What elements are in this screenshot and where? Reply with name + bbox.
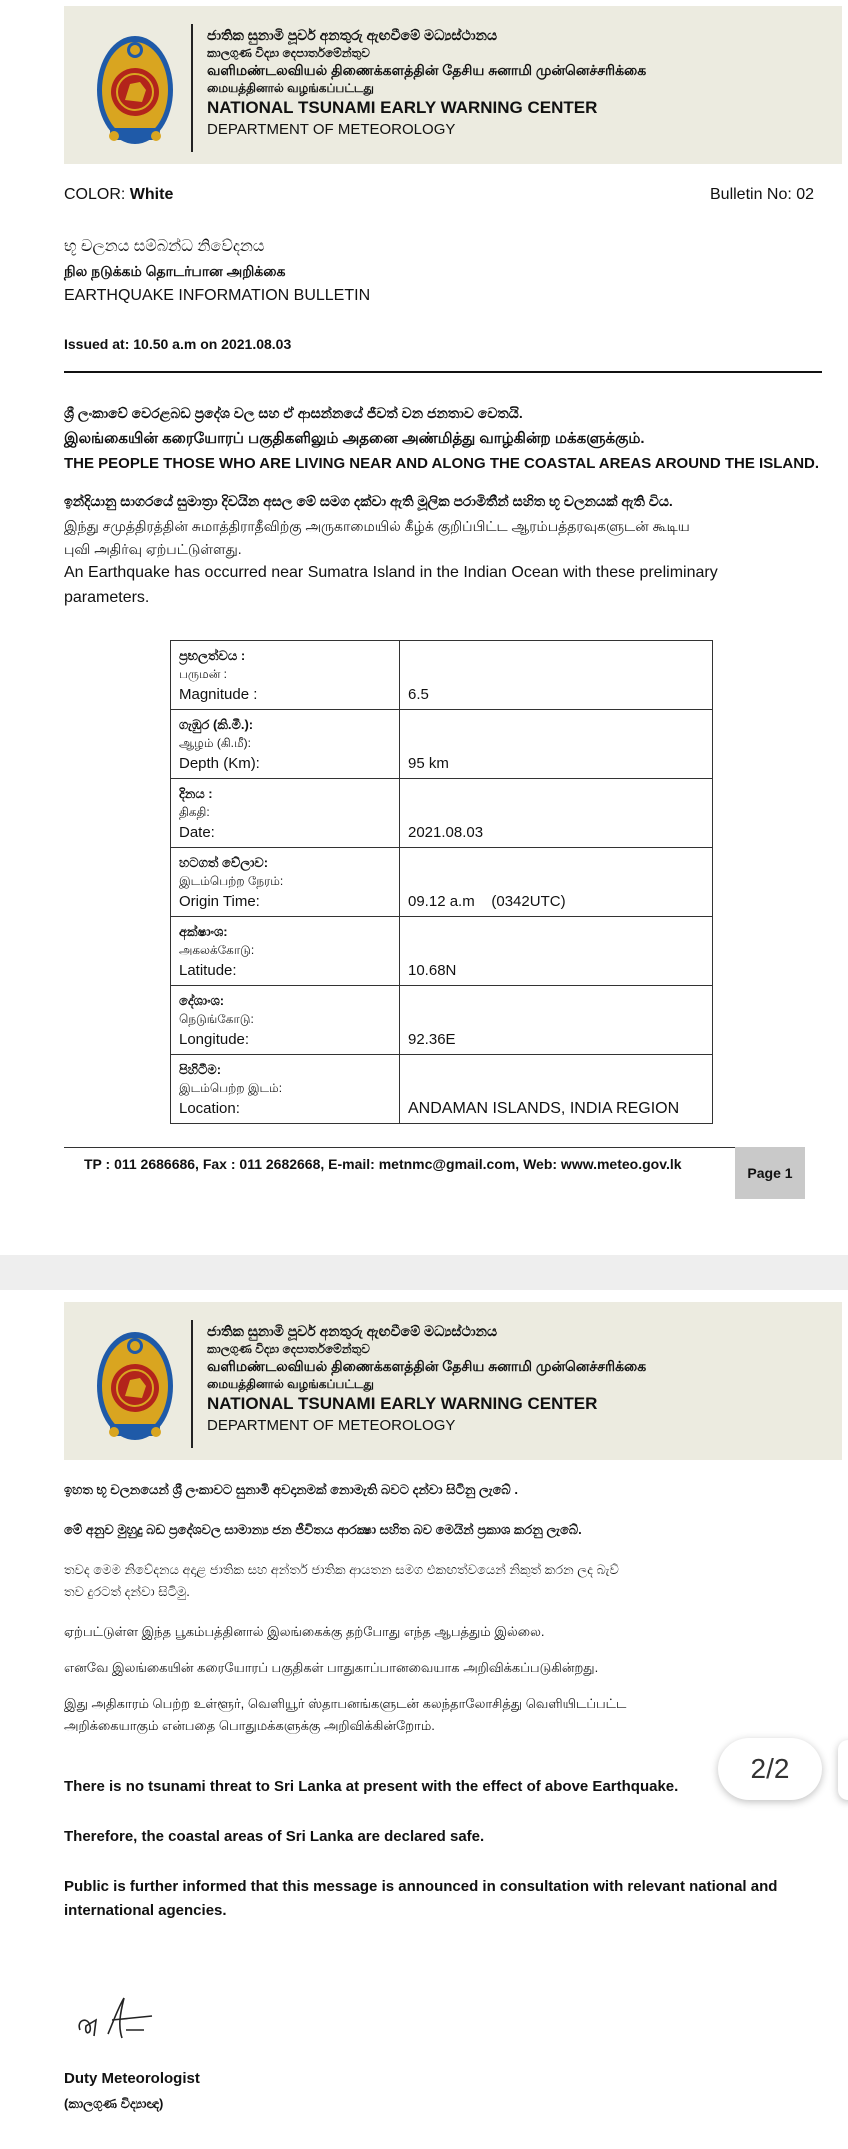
param-label-ta: இடம்பெற்ற நேரம்: — [179, 874, 284, 888]
intro-ta-2: புவி அதிர்வு ஏற்பட்டுள்ளது. — [64, 541, 242, 557]
signer-title: Duty Meteorologist — [64, 2070, 200, 2087]
page2-si-3a: තවද මෙම නිවේදනය අදාළ ජාතික සහ අන්තර් ජාතික ආයතන සමග එකඟත්වයෙන් නිකුත් කරන ලද බැව් — [64, 1562, 619, 1577]
viewer-edge-handle[interactable] — [838, 1740, 848, 1800]
param-value: 6.5 — [400, 641, 713, 710]
param-label — [171, 779, 400, 848]
page2-ta-3b: அறிக்கையாகும் என்பதை பொதுமக்களுக்கு அறிவிக்கின்றோம். — [64, 1718, 435, 1733]
header-line-ta-2: மையத்தினால் வழங்கப்பட்டது — [207, 1377, 374, 1391]
header-line-en: NATIONAL TSUNAMI EARLY WARNING CENTER — [207, 98, 598, 117]
param-label-si: ගැඹුර (කි.මී.): — [179, 717, 254, 732]
table-row — [171, 1055, 713, 1124]
param-label-ta: இடம்பெற்ற இடம்: — [179, 1081, 283, 1095]
param-value: 92.36E — [400, 986, 713, 1055]
page2-ta-3a: இது அதிகாரம் பெற்ற உள்ளூர், வெளியூர் ஸ்தாபனங்களுடன் கலந்தாலோசித்து வெளியிடப்பட்ட — [64, 1696, 627, 1711]
param-value: ANDAMAN ISLANDS, INDIA REGION — [400, 1055, 713, 1124]
issued-at — [64, 336, 291, 352]
param-label-si: දේශාංශ: — [179, 993, 225, 1008]
param-label-si: ප්‍රභලත්වය : — [179, 648, 246, 663]
color-label: COLOR: — [64, 186, 126, 203]
page2-en-1: There is no tsunami threat to Sri Lanka at present with the effect of above Earthquake. — [64, 1778, 679, 1795]
audience-si: ශ්‍රී ලංකාවේ වෙරළබඩ ප්‍රදේශ වල සහ ඒ ආසන්නයේ ජීවත් වන ජනතාව වෙතයි. — [64, 405, 523, 421]
signer-subtitle: (කාලගුණ විද්‍යාඥ) — [64, 2096, 164, 2111]
page2-en-2: Therefore, the coastal areas of Sri Lanka are declared safe. — [64, 1828, 485, 1845]
earthquake-parameters-table — [170, 640, 713, 1124]
param-value: 95 km — [400, 710, 713, 779]
intro-ta-1: இந்து சமுத்திரத்தின் சுமாத்திராதீவிற்கு அருகாமையில் கீழ்க் குறிப்பிட்ட ஆரம்பத்தரவுகளுடன் கூடிய — [64, 518, 690, 534]
page-gap — [0, 1255, 848, 1290]
param-label — [171, 710, 400, 779]
header-line-en: NATIONAL TSUNAMI EARLY WARNING CENTER — [207, 1394, 598, 1413]
param-label — [171, 917, 400, 986]
param-label-ta: நெடுங்கோடு: — [179, 1012, 254, 1026]
param-label — [171, 641, 400, 710]
color-indicator — [64, 186, 173, 204]
header-line-si: ජාතික සුනාමි පූර්ව අනතුරු ඇඟවීමේ මධ්‍යස්ථානය — [207, 1323, 498, 1339]
footer-rule — [64, 1147, 735, 1148]
issued-value: 10.50 a.m on 2021.08.03 — [133, 336, 292, 352]
param-label-si: පිහිටීම: — [179, 1062, 222, 1077]
title-ta: நில நடுக்கம் தொடர்பான அறிக்கை — [64, 263, 286, 279]
signature-icon — [74, 1990, 184, 2050]
header-line-si: ජාතික සුනාමි පූර්ව අනතුරු ඇඟවීමේ මධ්‍යස්ථානය — [207, 27, 498, 43]
param-label-ta: பருமன் : — [179, 667, 228, 681]
audience-ta: இலங்கையின் கரையோரப் பகுதிகளிலும் அதனை அண்மித்து வாழ்கின்ற மக்களுக்கும். — [64, 430, 645, 447]
param-label-si: අක්ෂාංශ: — [179, 924, 228, 939]
param-label — [171, 1055, 400, 1124]
intro-en-1: An Earthquake has occurred near Sumatra Island in the Indian Ocean with these preliminary — [64, 564, 718, 581]
page2-si-1: ඉහත භූ චලනයෙන් ශ්‍රී ලංකාවට සුනාමි අවදානමක් නොමැති බවට දන්වා සිටිනු ලැබේ . — [64, 1482, 518, 1497]
param-label — [171, 986, 400, 1055]
param-value: 10.68N — [400, 917, 713, 986]
letterhead — [64, 6, 842, 164]
sri-lanka-emblem-icon — [94, 32, 176, 150]
page-indicator[interactable]: 2/2 — [718, 1738, 822, 1800]
table-row — [171, 779, 713, 848]
page2-si-2: මේ අනුව මුහුදු බඩ ප්‍රදේශවල සාමාන්‍ය ජන ජීවිතය ආරක්‍ෂා සහිත බව මෙයින් ප්‍රකාශ කරනු ලැබේ. — [64, 1522, 582, 1537]
param-value: 09.12 a.m (0342UTC) — [400, 848, 713, 917]
bulletin-page-2 — [0, 1290, 848, 2149]
header-line-si-dept: කාලගුණ විද්‍යා දෙපාර්තමේන්තුව — [207, 46, 370, 60]
header-line-ta: வளிமண்டலவியல் திணைக்களத்தின் தேசிய சுனாமி முன்னெச்சரிக்கை — [207, 62, 647, 78]
page-number-box: Page 1 — [735, 1147, 805, 1199]
bulletin-number: Bulletin No: 02 — [710, 186, 815, 203]
param-label-en: Latitude: — [179, 962, 237, 979]
header-divider — [191, 1320, 193, 1448]
param-label-ta: அகலக்கோடு: — [179, 943, 255, 957]
color-value: White — [129, 186, 174, 203]
table-row — [171, 986, 713, 1055]
table-row — [171, 848, 713, 917]
header-line-ta: வளிமண்டலவியல் திணைக்களத்தின் தேசிய சுனாமி முன்னெச்சரிக்கை — [207, 1358, 647, 1374]
divider-rule — [64, 371, 822, 373]
title-en: EARTHQUAKE INFORMATION BULLETIN — [64, 287, 371, 304]
table-row — [171, 641, 713, 710]
intro-en-2: parameters. — [64, 589, 150, 606]
header-line-dept: DEPARTMENT OF METEOROLOGY — [207, 1417, 456, 1434]
table-row — [171, 710, 713, 779]
param-value: 2021.08.03 — [400, 779, 713, 848]
issued-label: Issued at: — [64, 336, 130, 352]
param-label-ta: திகதி: — [179, 805, 210, 819]
letterhead — [64, 1302, 842, 1460]
intro-si: ඉන්දියානු සාගරයේ සුමාත්‍රා දිවයින අසල මේ සමග දක්වා ඇති මූලික පරාමිතීන් සහිත භූ චලනයක් ඇති විය. — [64, 493, 673, 509]
param-label-en: Date: — [179, 824, 215, 841]
param-label-ta: ஆழம் (கி.மீ): — [179, 736, 252, 750]
header-line-dept: DEPARTMENT OF METEOROLOGY — [207, 121, 456, 138]
page2-en-3a: Public is further informed that this message is announced in consultation with relevant national and — [64, 1878, 778, 1895]
param-label-en: Magnitude : — [179, 686, 258, 703]
param-label — [171, 848, 400, 917]
header-line-ta-2: மையத்தினால் வழங்கப்பட்டது — [207, 81, 374, 95]
sri-lanka-emblem-icon — [94, 1328, 176, 1446]
page2-en-3b: international agencies. — [64, 1902, 227, 1919]
header-line-si-dept: කාලගුණ විද්‍යා දෙපාර්තමේන්තුව — [207, 1342, 370, 1356]
page2-ta-2: எனவே இலங்கையின் கரையோரப் பகுதிகள் பாதுகாப்பானவையாக அறிவிக்கப்படுகின்றது. — [64, 1660, 599, 1675]
param-label-en: Origin Time: — [179, 893, 260, 910]
audience-en: THE PEOPLE THOSE WHO ARE LIVING NEAR AND ALONG THE COASTAL AREAS AROUND THE ISLAND. — [64, 455, 820, 472]
param-label-en: Longitude: — [179, 1031, 250, 1048]
header-divider — [191, 24, 193, 152]
param-label-en: Depth (Km): — [179, 755, 260, 772]
page2-si-3b: තව දුරටත් දන්වා සිටිමු. — [64, 1584, 190, 1599]
title-si: භූ චලනය සම්බන්ධ නිවේදනය — [64, 238, 265, 255]
page2-ta-1: ஏற்பட்டுள்ள இந்த பூகம்பத்தினால் இலங்கைக்கு தற்போது எந்த ஆபத்தும் இல்லை. — [64, 1624, 545, 1639]
param-label-si: දිනය : — [179, 786, 213, 801]
param-label-si: හටගත් වේලාව: — [179, 855, 269, 870]
footer-contact: TP : 011 2686686, Fax : 011 2682668, E-mail: metnmc@gmail.com, Web: www.meteo.gov.lk — [84, 1156, 682, 1172]
table-row — [171, 917, 713, 986]
param-label-en: Location: — [179, 1100, 240, 1117]
